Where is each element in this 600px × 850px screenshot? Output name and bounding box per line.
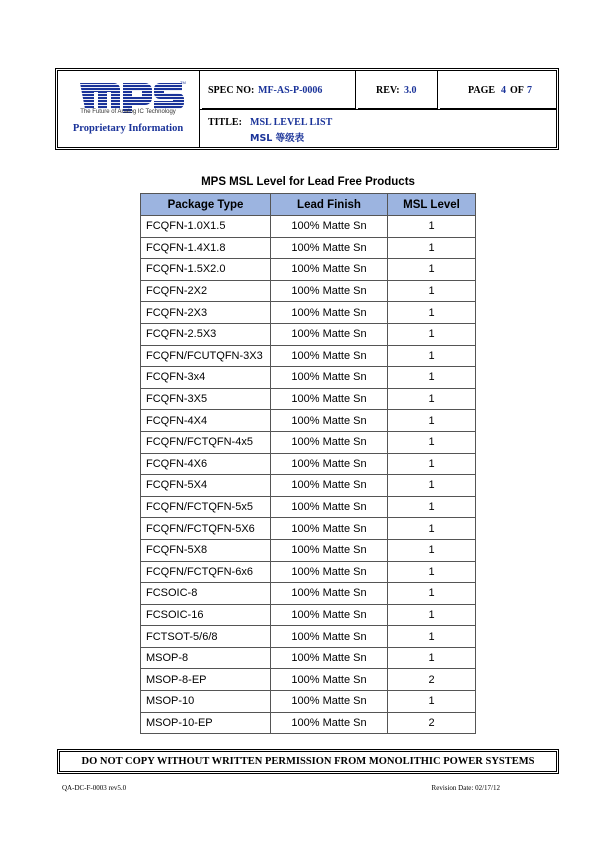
lead-finish-cell: 100% Matte Sn: [271, 604, 388, 626]
lead-finish-cell: 100% Matte Sn: [271, 345, 388, 367]
column-header-package: Package Type: [141, 194, 271, 216]
package-type-cell: FCSOIC-16: [141, 604, 271, 626]
msl-level-cell: 1: [388, 539, 476, 561]
lead-finish-cell: 100% Matte Sn: [271, 388, 388, 410]
spec-label: SPEC NO:: [208, 85, 255, 96]
package-type-cell: FCQFN-1.0X1.5: [141, 216, 271, 238]
lead-finish-cell: 100% Matte Sn: [271, 302, 388, 324]
table-header-row: [141, 194, 476, 216]
table-row: [141, 259, 476, 281]
table-body: [141, 216, 476, 734]
msl-level-cell: 1: [388, 237, 476, 259]
lead-finish-cell: 100% Matte Sn: [271, 237, 388, 259]
lead-finish-cell: 100% Matte Sn: [271, 367, 388, 389]
msl-level-cell: 1: [388, 367, 476, 389]
table-row: [141, 604, 476, 626]
lead-finish-cell: 100% Matte Sn: [271, 216, 388, 238]
rev-label: REV:: [376, 85, 400, 96]
package-type-cell: FCQFN/FCUTQFN-3X3: [141, 345, 271, 367]
table-row: [141, 237, 476, 259]
column-header-finish: Lead Finish: [271, 194, 388, 216]
table-row: [141, 561, 476, 583]
table-row: [141, 475, 476, 497]
msl-level-cell: 1: [388, 475, 476, 497]
lead-finish-cell: 100% Matte Sn: [271, 259, 388, 281]
form-number: QA-DC-F-0003 rev5.0: [62, 784, 127, 792]
package-type-cell: MSOP-8-EP: [141, 669, 271, 691]
msl-level-cell: 1: [388, 496, 476, 518]
package-type-cell: FCQFN-4X6: [141, 453, 271, 475]
table-row: [141, 216, 476, 238]
lead-finish-cell: 100% Matte Sn: [271, 647, 388, 669]
table-row: [141, 431, 476, 453]
lead-finish-cell: 100% Matte Sn: [271, 453, 388, 475]
lead-finish-cell: 100% Matte Sn: [271, 518, 388, 540]
title-line-2: MSL 等级表: [250, 133, 305, 144]
table-row: [141, 388, 476, 410]
table-row: [141, 647, 476, 669]
table-row: [141, 302, 476, 324]
package-type-cell: FCQFN/FCTQFN-6x6: [141, 561, 271, 583]
table-row: [141, 691, 476, 713]
msl-level-cell: 1: [388, 604, 476, 626]
package-type-cell: FCTSOT-5/6/8: [141, 626, 271, 648]
msl-level-cell: 1: [388, 691, 476, 713]
revision-date: Revision Date: 02/17/12: [431, 784, 500, 792]
page-label: PAGE: [468, 85, 496, 96]
package-type-cell: FCQFN-2X3: [141, 302, 271, 324]
package-type-cell: FCQFN/FCTQFN-5x5: [141, 496, 271, 518]
lead-finish-cell: 100% Matte Sn: [271, 583, 388, 605]
package-type-cell: FCSOIC-8: [141, 583, 271, 605]
msl-level-cell: 1: [388, 302, 476, 324]
msl-level-cell: 1: [388, 388, 476, 410]
proprietary-label: Proprietary Information: [72, 123, 184, 134]
msl-level-cell: 1: [388, 583, 476, 605]
package-type-cell: FCQFN-5X8: [141, 539, 271, 561]
package-type-cell: MSOP-10-EP: [141, 712, 271, 734]
document-header: [55, 68, 559, 150]
svg-text:TM: TM: [180, 80, 186, 85]
package-type-cell: FCQFN-1.5X2.0: [141, 259, 271, 281]
package-type-cell: FCQFN-2.5X3: [141, 323, 271, 345]
rev-cell: [358, 71, 438, 109]
title-line-1: MSL LEVEL LIST: [250, 117, 333, 128]
table-row: [141, 367, 476, 389]
copy-notice: DO NOT COPY WITHOUT WRITTEN PERMISSION FROM MONOLITHIC POWER SYSTEMS: [57, 749, 559, 774]
table-row: [141, 280, 476, 302]
lead-finish-cell: 100% Matte Sn: [271, 280, 388, 302]
table-row: [141, 583, 476, 605]
msl-level-cell: 1: [388, 518, 476, 540]
lead-finish-cell: 100% Matte Sn: [271, 691, 388, 713]
table-row: [141, 323, 476, 345]
lead-finish-cell: 100% Matte Sn: [271, 539, 388, 561]
table-row: [141, 518, 476, 540]
msl-table: [140, 193, 476, 734]
header-divider: [200, 109, 556, 110]
lead-finish-cell: 100% Matte Sn: [271, 475, 388, 497]
table-row: [141, 496, 476, 518]
title-label: TITLE:: [208, 117, 242, 128]
table-row: [141, 345, 476, 367]
column-header-msl: MSL Level: [388, 194, 476, 216]
page-cell: [440, 71, 556, 109]
msl-level-cell: 1: [388, 647, 476, 669]
lead-finish-cell: 100% Matte Sn: [271, 431, 388, 453]
msl-level-cell: 1: [388, 410, 476, 432]
package-type-cell: FCQFN-3x4: [141, 367, 271, 389]
table-title: MPS MSL Level for Lead Free Products: [201, 176, 415, 188]
logo-cell: [58, 71, 200, 147]
package-type-cell: MSOP-10: [141, 691, 271, 713]
table-row: [141, 539, 476, 561]
msl-level-cell: 1: [388, 431, 476, 453]
table-row: [141, 410, 476, 432]
spec-cell: [202, 71, 356, 109]
tagline: The Future of Analog IC Technology: [80, 109, 176, 115]
lead-finish-cell: 100% Matte Sn: [271, 323, 388, 345]
msl-level-cell: 1: [388, 323, 476, 345]
table-row: [141, 453, 476, 475]
package-type-cell: MSOP-8: [141, 647, 271, 669]
msl-level-cell: 1: [388, 561, 476, 583]
package-type-cell: FCQFN-2X2: [141, 280, 271, 302]
package-type-cell: FCQFN-3X5: [141, 388, 271, 410]
table-row: [141, 712, 476, 734]
title-cell: [202, 111, 556, 147]
package-type-cell: FCQFN-4X4: [141, 410, 271, 432]
msl-level-cell: 1: [388, 626, 476, 648]
page-total: 7: [527, 85, 532, 96]
msl-level-cell: 1: [388, 345, 476, 367]
page-current: 4: [501, 85, 506, 96]
spec-value: MF-AS-P-0006: [258, 85, 323, 96]
lead-finish-cell: 100% Matte Sn: [271, 410, 388, 432]
lead-finish-cell: 100% Matte Sn: [271, 626, 388, 648]
msl-level-cell: 2: [388, 669, 476, 691]
page-of: OF: [510, 85, 524, 96]
lead-finish-cell: 100% Matte Sn: [271, 712, 388, 734]
msl-level-cell: 2: [388, 712, 476, 734]
package-type-cell: FCQFN/FCTQFN-5X6: [141, 518, 271, 540]
rev-value: 3.0: [404, 85, 417, 96]
package-type-cell: FCQFN/FCTQFN-4x5: [141, 431, 271, 453]
table-row: [141, 626, 476, 648]
msl-level-cell: 1: [388, 259, 476, 281]
package-type-cell: FCQFN-1.4X1.8: [141, 237, 271, 259]
msl-level-cell: 1: [388, 280, 476, 302]
lead-finish-cell: 100% Matte Sn: [271, 496, 388, 518]
table-row: [141, 669, 476, 691]
msl-level-cell: 1: [388, 216, 476, 238]
lead-finish-cell: 100% Matte Sn: [271, 561, 388, 583]
lead-finish-cell: 100% Matte Sn: [271, 669, 388, 691]
msl-level-cell: 1: [388, 453, 476, 475]
package-type-cell: FCQFN-5X4: [141, 475, 271, 497]
